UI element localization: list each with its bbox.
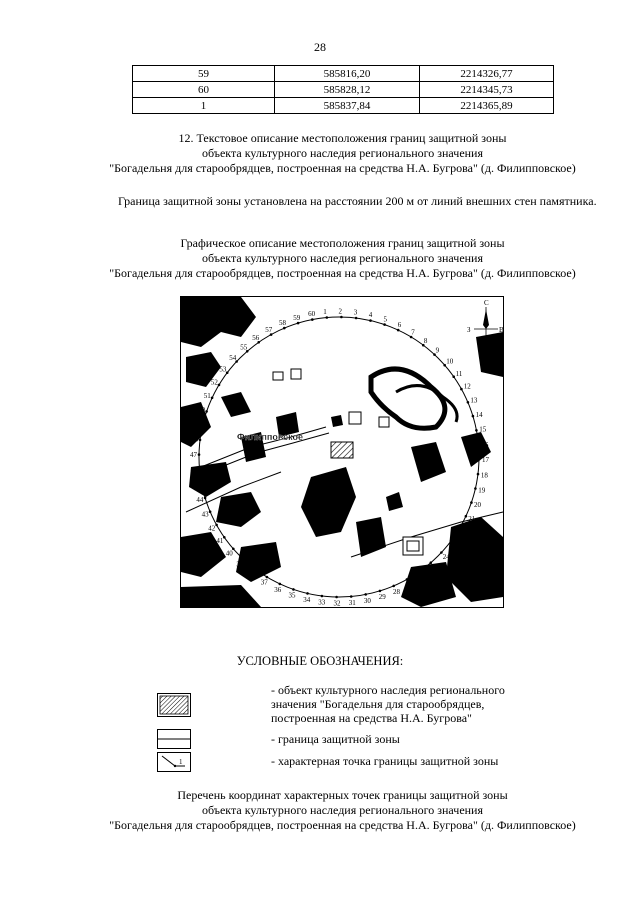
boundary-point-label: 37 (260, 578, 268, 587)
list-title-line3: "Богадельня для старообрядцев, построенная на средства Н.А. Бугрова" (д. Филипповское) (109, 818, 576, 832)
boundary-point (204, 497, 207, 500)
boundary-point (200, 482, 203, 485)
map-buildings (273, 369, 423, 555)
boundary-point (198, 453, 201, 456)
table-cell-y: 2214365,89 (420, 98, 554, 114)
monument-hatched (331, 442, 353, 458)
graphic-line3: "Богадельня для старообрядцев, построенная на средства Н.А. Бугрова" (д. Филипповское) (109, 266, 576, 280)
boundary-point (335, 596, 338, 599)
boundary-point (465, 515, 468, 518)
boundary-point (458, 528, 461, 531)
map-svg (181, 297, 503, 607)
boundary-point-label: 1 (323, 308, 327, 317)
boundary-point-label: 42 (208, 524, 216, 533)
table-row (133, 66, 554, 82)
boundary-point-label: 24 (442, 553, 450, 562)
boundary-point (205, 410, 208, 413)
boundary-point (355, 317, 358, 320)
boundary-point-label: 20 (474, 501, 481, 509)
boundary-point-label: 11 (455, 369, 463, 378)
section-12-heading (80, 131, 605, 176)
boundary-point-label: 38 (248, 570, 256, 579)
boundary-point (379, 590, 382, 593)
boundary-point-label: 28 (393, 587, 400, 596)
page-number: 28 (314, 40, 326, 54)
boundary-point-label: 26 (419, 573, 427, 582)
boundary-point-label: 50 (198, 406, 205, 414)
section-12-line1: 12. Текстовое описание местоположения границ защитной зоны (178, 131, 507, 145)
boundary-point (199, 439, 202, 442)
boundary-point (475, 429, 478, 432)
boundary-point-label: 13 (470, 396, 478, 405)
boundary-point-label: 43 (201, 510, 209, 519)
boundary-point (478, 458, 481, 461)
boundary-point (209, 510, 212, 513)
boundary-point-label: 2 (338, 307, 342, 316)
boundary-point-label: 32 (333, 599, 341, 608)
boundary-point-label: 31 (348, 598, 356, 607)
boundary-point (283, 327, 286, 330)
boundary-point-label: 3 (353, 308, 358, 317)
boundary-point-label: 4 (368, 311, 373, 320)
boundary-point-label: 35 (288, 591, 296, 600)
boundary-point (477, 444, 480, 447)
legend-item-monument (271, 683, 561, 725)
boundary-point-label: 30 (363, 596, 371, 605)
graphic-line1: Графическое описание местоположения границ защитной зоны (180, 236, 505, 250)
legend-boundary-symbol (157, 729, 191, 749)
boundary-point-label: 5 (383, 315, 387, 324)
graphic-line2: объекта культурного наследия регионального значения (201, 251, 484, 265)
boundary-point-label: 55 (240, 343, 248, 352)
boundary-point-label: 14 (475, 410, 483, 419)
boundary-point-label: 9 (435, 346, 440, 355)
table-cell-y: 2214326,77 (420, 66, 554, 82)
table-cell-y: 2214345,73 (420, 82, 554, 98)
table-cell-n: 1 (133, 98, 275, 114)
boundary-point-label: 52 (210, 378, 218, 387)
boundary-point-label: 54 (229, 353, 237, 362)
boundary-point-label: 19 (478, 486, 486, 495)
coordinates-table (132, 65, 554, 114)
boundary-point-label: 51 (203, 391, 211, 400)
boundary-point (297, 322, 300, 325)
boundary-point-label: 17 (482, 456, 489, 464)
boundary-point-label: 16 (481, 440, 489, 449)
boundary-point (211, 397, 214, 400)
boundary-point (474, 487, 477, 490)
boundary-point-label: 44 (196, 496, 204, 505)
table-cell-x: 585828,12 (275, 82, 420, 98)
boundary-point (460, 388, 463, 391)
boundary-point (198, 468, 201, 471)
legend-monument-symbol (157, 693, 191, 717)
section-12-line2: объекта культурного наследия регионального значения (201, 146, 484, 160)
boundary-point-label: 21 (468, 515, 476, 524)
compass-south: Ю (484, 353, 492, 361)
boundary-point-label: 27 (406, 581, 414, 590)
boundary-point (470, 501, 473, 504)
compass-east: В (499, 326, 504, 334)
table-row (133, 82, 554, 98)
boundary-point-label: 41 (216, 537, 224, 546)
boundary-point (364, 593, 367, 596)
boundary-point-label: 39 (236, 560, 244, 569)
boundary-point-label: 22 (461, 528, 469, 537)
boundary-point-label: 18 (480, 471, 488, 480)
compass-west: З (467, 326, 471, 334)
protection-zone-map (180, 296, 504, 608)
legend-title: УСЛОВНЫЕ ОБОЗНАЧЕНИЯ: (236, 654, 404, 668)
boundary-point-label: 53 (219, 365, 227, 374)
boundary-point-label: 25 (431, 563, 439, 572)
boundary-point (311, 318, 314, 321)
boundary-point (292, 588, 295, 591)
table-row (133, 98, 554, 114)
legend-item1-line1: - объект культурного наследия регионального (271, 683, 505, 697)
boundary-point (215, 524, 218, 527)
boundary-point (369, 319, 372, 322)
boundary-point-label: 57 (265, 325, 273, 334)
table-cell-n: 60 (133, 82, 275, 98)
boundary-point (218, 384, 221, 387)
boundary-point-label: 12 (463, 382, 471, 391)
table-cell-x: 585837,84 (275, 98, 420, 114)
boundary-point-label: 33 (318, 598, 326, 607)
boundary-point-label: 46 (190, 466, 198, 475)
boundary-text: Граница защитной зоны установлена на расстоянии 200 м от линий внешних стен памятника. (118, 194, 597, 208)
boundary-point-label: 48 (191, 435, 199, 444)
list-title-line1: Перечень координат характерных точек границы защитной зоны (177, 788, 508, 802)
table-cell-x: 585816,20 (275, 66, 420, 82)
boundary-point (383, 323, 386, 326)
boundary-point (279, 583, 282, 586)
boundary-point-label: 60 (308, 310, 316, 319)
boundary-point-label: 56 (252, 333, 260, 342)
legend-item1-line3: построенная на средства Н.А. Бугрова" (271, 711, 472, 725)
boundary-point-label: 6 (397, 321, 402, 330)
boundary-point-label: 7 (411, 328, 415, 337)
boundary-point-label: 8 (423, 336, 428, 345)
boundary-point-label: 58 (279, 319, 286, 328)
legend-point-symbol (157, 752, 191, 772)
boundary-point (467, 401, 470, 404)
boundary-point (201, 424, 204, 427)
boundary-point (340, 316, 343, 319)
graphic-heading (80, 236, 605, 281)
village-label: Филипповское (237, 432, 304, 442)
boundary-point-label: 15 (479, 425, 487, 434)
legend-item1-line2: значения "Богадельня для старообрядцев, (271, 697, 485, 711)
boundary-point-label: 59 (293, 313, 301, 322)
boundary-point (321, 595, 324, 598)
section-12-line3: "Богадельня для старообрядцев, построенная на средства Н.А. Бугрова" (д. Филипповское) (109, 161, 576, 175)
boundary-point-label: 49 (193, 420, 201, 429)
boundary-point-label: 47 (190, 451, 197, 459)
legend-item-point: - характерная точка границы защитной зоны (271, 754, 499, 768)
list-title (80, 788, 605, 833)
boundary-point-label: 40 (225, 549, 233, 558)
boundary-point-label: 10 (446, 357, 454, 366)
legend-point-label: 1 (179, 758, 183, 766)
boundary-point-label: 45 (192, 481, 200, 490)
boundary-point (472, 415, 475, 418)
boundary-point-label: 23 (452, 541, 460, 550)
boundary-point (392, 585, 395, 588)
boundary-point-label: 36 (274, 585, 282, 594)
legend-item-boundary: - граница защитной зоны (271, 732, 400, 746)
boundary-point (306, 592, 309, 595)
boundary-point (326, 316, 329, 319)
boundary-point (350, 595, 353, 598)
boundary-point (477, 473, 480, 476)
compass-north: С (484, 299, 489, 307)
boundary-point-label: 34 (303, 595, 311, 604)
boundary-point-label: 29 (378, 593, 386, 602)
table-cell-n: 59 (133, 66, 275, 82)
list-title-line2: объекта культурного наследия регионального значения (201, 803, 484, 817)
